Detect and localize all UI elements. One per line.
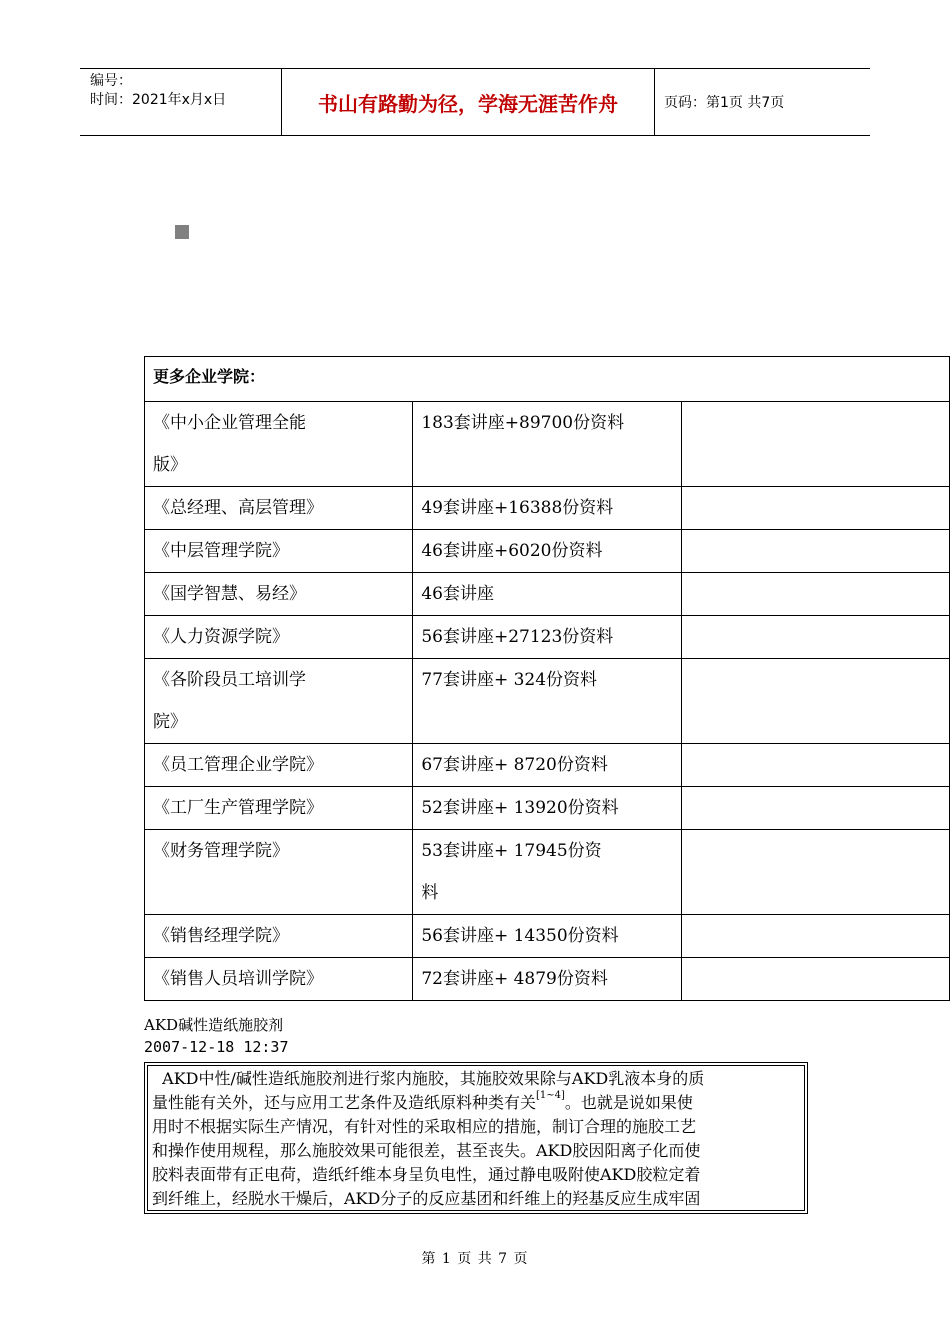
- table-row: [145, 402, 950, 487]
- document-number-label: 编号：: [90, 73, 132, 89]
- page-footer: 第 1 页 共 7 页: [421, 1251, 529, 1267]
- course-resources-cell: 183套讲座+89700份资料: [413, 402, 681, 487]
- table-row: [145, 744, 950, 787]
- citation-ref: [1~4]: [536, 1090, 565, 1101]
- course-name-cell: [145, 402, 413, 487]
- course-resources-cell: 77套讲座+ 324份资料: [413, 659, 681, 744]
- table-row: [145, 487, 950, 530]
- table-row: [145, 573, 950, 616]
- course-resources-cell: 46套讲座: [413, 573, 681, 616]
- empty-cell: [681, 573, 949, 616]
- page-indicator: 页码：第1页 共7页: [664, 95, 785, 111]
- course-name-cell: 《财务管理学院》: [145, 830, 413, 915]
- course-resources-cell: 52套讲座+ 13920份资料: [413, 787, 681, 830]
- empty-cell: [681, 487, 949, 530]
- empty-cell: [681, 787, 949, 830]
- course-resources-cell: [413, 830, 681, 915]
- table-heading: 更多企业学院：: [145, 357, 950, 402]
- paragraph-text: 。也就是说如果使: [564, 1093, 693, 1112]
- article-paragraph-box: [144, 1062, 808, 1214]
- course-name: 《各阶段员工培训学: [153, 670, 306, 690]
- article-title: AKD碱性造纸施胶剂: [144, 1016, 284, 1034]
- document-time-label: 时间：2021年x月x日: [90, 92, 227, 108]
- course-name-cell: 《人力资源学院》: [145, 616, 413, 659]
- course-name-cell: 《总经理、高层管理》: [145, 487, 413, 530]
- course-resources-cell: 49套讲座+16388份资料: [413, 487, 681, 530]
- header-top-rule: [80, 68, 870, 69]
- empty-cell: [681, 958, 949, 1001]
- empty-cell: [681, 659, 949, 744]
- square-bullet-icon: [175, 225, 189, 239]
- paragraph-line: 用时不根据实际生产情况，有针对性的采取相应的措施，制订合理的施胶工艺: [152, 1117, 697, 1136]
- empty-cell: [681, 530, 949, 573]
- course-resources-cell: 46套讲座+6020份资料: [413, 530, 681, 573]
- course-name-cell: 《中层管理学院》: [145, 530, 413, 573]
- header-divider-right: [654, 68, 655, 136]
- empty-cell: [681, 915, 949, 958]
- article-paragraph-inner: [147, 1065, 805, 1211]
- table-row: [145, 958, 950, 1001]
- paragraph-line: AKD中性/碱性造纸施胶剂进行浆内施胶，其施胶效果除与AKD乳液本身的质: [152, 1069, 705, 1088]
- paragraph-line: 和操作使用规程，那么施胶效果可能很差，甚至丧失。AKD胶因阳离子化而使: [152, 1141, 701, 1160]
- empty-cell: [681, 616, 949, 659]
- course-name-cell: 《工厂生产管理学院》: [145, 787, 413, 830]
- table-row: [145, 659, 950, 744]
- course-resources-cont: 料: [421, 883, 439, 903]
- table-header-row: [145, 357, 950, 402]
- course-resources-cell: 67套讲座+ 8720份资料: [413, 744, 681, 787]
- paragraph-line: 到纤维上，经脱水干燥后，AKD分子的反应基团和纤维上的羟基反应生成牢固: [152, 1189, 701, 1208]
- course-resources-cell: 56套讲座+27123份资料: [413, 616, 681, 659]
- empty-cell: [681, 830, 949, 915]
- paragraph-line: [152, 1091, 693, 1115]
- course-name-cell: [145, 659, 413, 744]
- header-motto: 书山有路勤为径，学海无涯苦作舟: [318, 92, 618, 116]
- table-row: [145, 530, 950, 573]
- empty-cell: [681, 744, 949, 787]
- table-row: [145, 787, 950, 830]
- course-name-cell: 《国学智慧、易经》: [145, 573, 413, 616]
- course-table-container: [144, 356, 950, 1001]
- course-name-cont: 院》: [153, 712, 187, 732]
- table-row: [145, 616, 950, 659]
- course-resources-cell: 56套讲座+ 14350份资料: [413, 915, 681, 958]
- paragraph-line: 胶料表面带有正电荷，造纸纤维本身呈负电性，通过静电吸附使AKD胶粒定着: [152, 1165, 701, 1184]
- course-resources: 53套讲座+ 17945份资: [421, 841, 602, 861]
- header-bottom-rule: [80, 135, 870, 136]
- course-name-cont: 版》: [153, 455, 187, 475]
- course-name-cell: 《销售人员培训学院》: [145, 958, 413, 1001]
- empty-cell: [681, 402, 949, 487]
- table-row: [145, 915, 950, 958]
- course-resources-cell: 72套讲座+ 4879份资料: [413, 958, 681, 1001]
- course-name-cell: 《员工管理企业学院》: [145, 744, 413, 787]
- table-row: [145, 830, 950, 915]
- course-name-cell: 《销售经理学院》: [145, 915, 413, 958]
- article-date: 2007-12-18 12:37: [144, 1038, 289, 1056]
- paragraph-text: 量性能有关外，还与应用工艺条件及造纸原料种类有关: [152, 1093, 537, 1112]
- course-table: [144, 356, 950, 1001]
- course-name: 《中小企业管理全能: [153, 413, 306, 433]
